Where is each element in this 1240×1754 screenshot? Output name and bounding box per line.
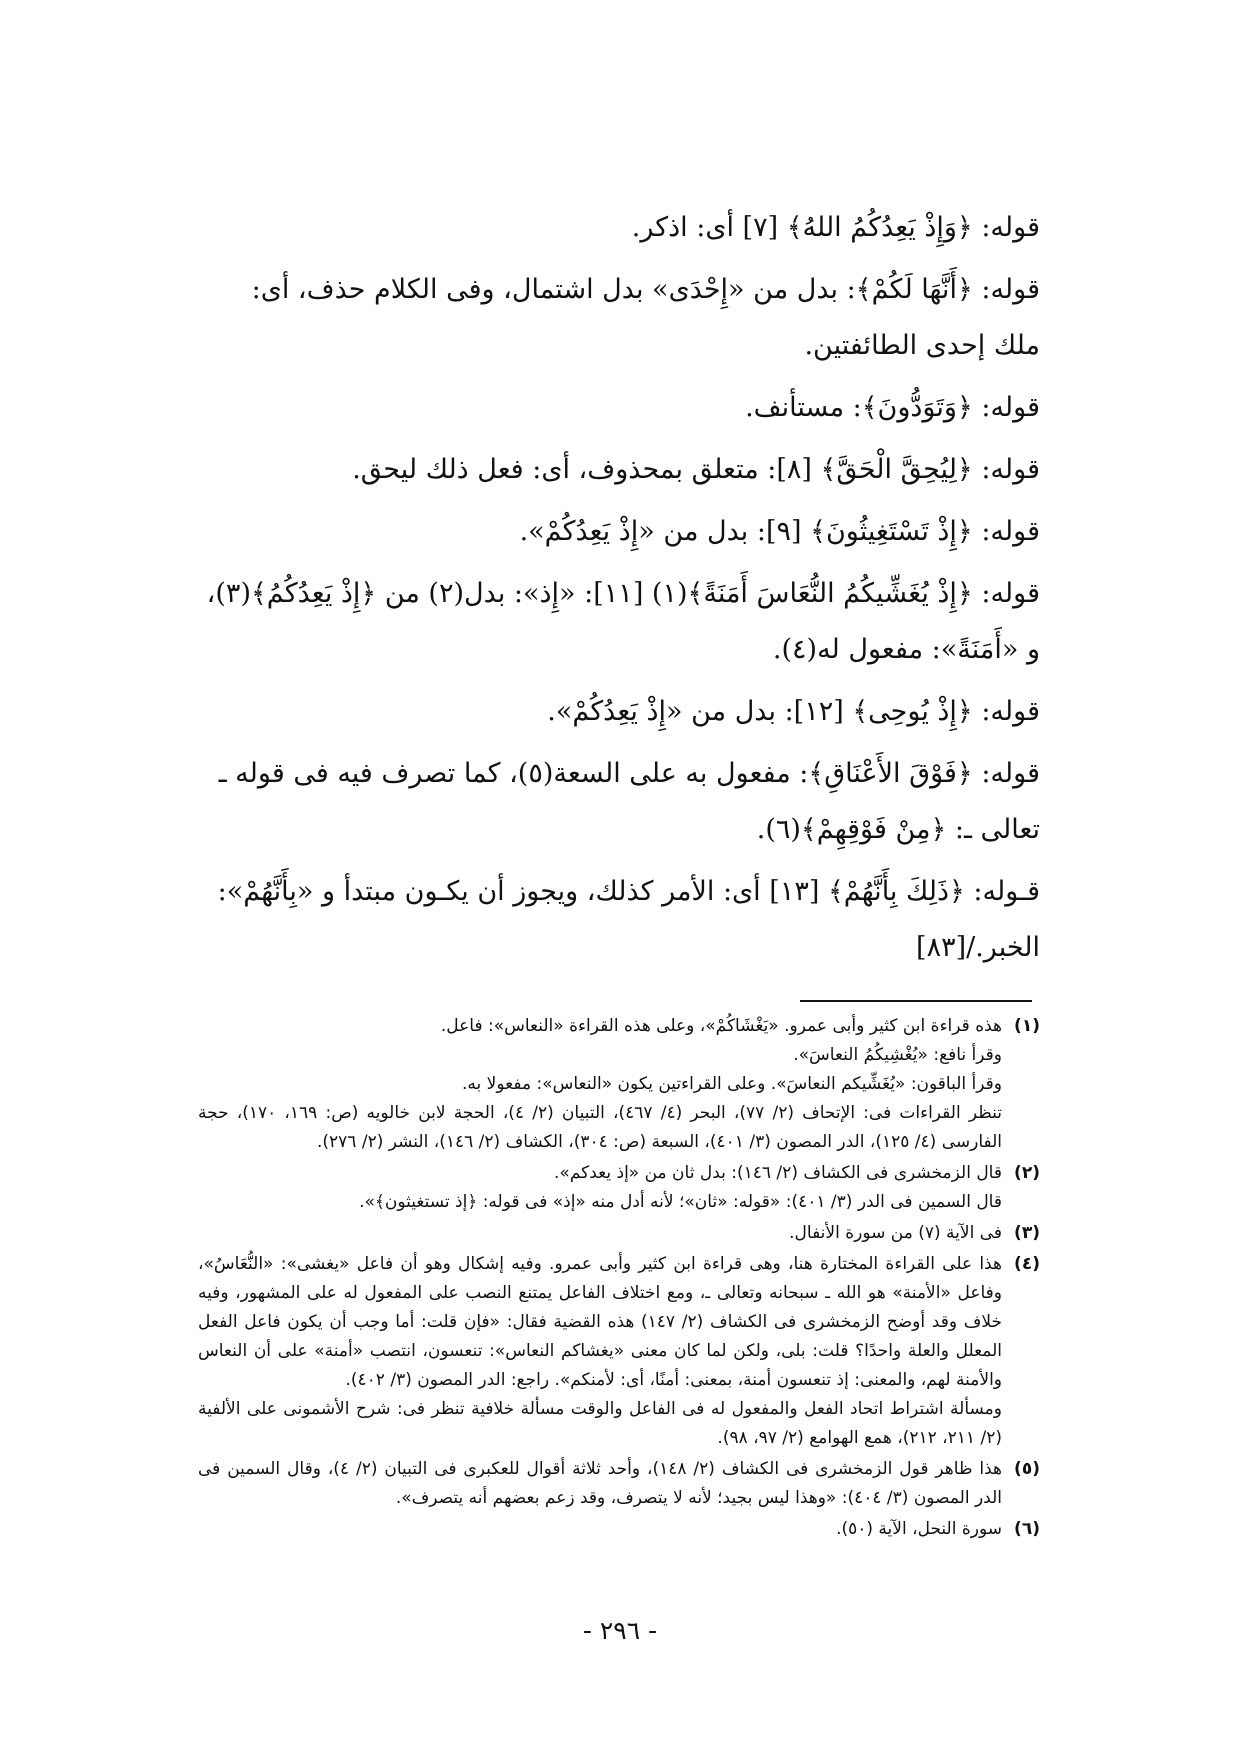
footnote-number: (١) bbox=[1014, 1016, 1040, 1036]
footnote-line: قال السمين فى الدر (٣/ ٤٠١): «قوله: «ثان»؛ لأنه أدل منه «إذ» فى قوله: ﴿إذ تستغيثون﴾». bbox=[359, 1192, 1002, 1212]
paragraph: قوله: ﴿إِذْ يُغَشِّيكُمُ النُّعَاسَ أَمَنَةً﴾(١) [١١]: «إِذ»: بدل(٢) من ﴿إِذْ يَعِدُكُمُ﴾(٣)، و «أَمَنَةً»: مفعول له(٤). bbox=[206, 578, 1040, 665]
footnote-number: (٢) bbox=[1014, 1163, 1040, 1183]
footnote-line: هذا ظاهر قول الزمخشرى فى الكشاف (٢/ ١٤٨)، وأحد ثلاثة أقوال للعكبرى فى التبيان (٢/ ٤)، وقال السمين فى الدر المصون (٣/ ٤٠٤): «وهذا ليس بجيد؛ لأنه لا يتصرف، وقد زعم بعضهم أنه يتصرف». bbox=[198, 1459, 1002, 1508]
page-number: - ٢٩٦ - bbox=[582, 1616, 658, 1645]
footnote-line: وقرأ الباقون: «يُغَشِّيكم النعاسَ». وعلى القراءتين يكون «النعاس»: مفعولا به. bbox=[462, 1074, 1002, 1094]
footnote-number: (٣) bbox=[1014, 1223, 1040, 1243]
footnote-divider bbox=[800, 1000, 1032, 1002]
paragraph: قوله: ﴿وَتَوَدُّونَ﴾: مستأنف. bbox=[745, 392, 1040, 423]
footnote bbox=[198, 1012, 1040, 1157]
footnote-line: قال الزمخشرى فى الكشاف (٢/ ١٤٦): بدل ثان من «إذ يعدكم». bbox=[554, 1163, 1002, 1183]
footnote bbox=[198, 1159, 1040, 1217]
paragraph: قـوله: ﴿ذَلِكَ بِأَنَّهُمْ﴾ [١٣] أى: الأمر كذلك، ويجوز أن يكـون مبتدأ و «بِأَنَّهُمْ»: الخبر./[٨٣] bbox=[217, 876, 1040, 963]
footnote bbox=[198, 1250, 1040, 1453]
paragraph: قوله: ﴿أَنَّهَا لَكُمْ﴾: بدل من «إِحْدَى» بدل اشتمال، وفى الكلام حذف، أى: ملك إحدى الطائفتين. bbox=[251, 274, 1040, 361]
footnote bbox=[198, 1515, 1040, 1544]
paragraph: قوله: ﴿فَوْقَ الأَعْنَاقِ﴾: مفعول به على السعة(٥)، كما تصرف فيه فى قوله ـ تعالى ـ: ﴿مِنْ فَوْقِهِمْ﴾(٦). bbox=[218, 758, 1040, 845]
footnote-line: هذه قراءة ابن كثير وأبى عمرو. «يَغْشَاكُمْ»، وعلى هذه القراءة «النعاس»: فاعل. bbox=[440, 1016, 1002, 1036]
footnote-line: ومسألة اشتراط اتحاد الفعل والمفعول له فى الفاعل والوقت مسألة خلافية تنظر فى: شرح الأشمونى على الألفية (٢/ ٢١١، ٢١٢)، همع الهوامع (٢/ ٩٧، ٩٨). bbox=[198, 1399, 1002, 1448]
footnote-number: (٤) bbox=[1014, 1254, 1040, 1274]
paragraph: قوله: ﴿لِيُحِقَّ الْحَقَّ﴾ [٨]: متعلق بمحذوف، أى: فعل ذلك ليحق. bbox=[352, 454, 1040, 485]
main-text bbox=[200, 200, 1040, 982]
paragraph: قوله: ﴿إِذْ يُوحِى﴾ [١٢]: بدل من «إِذْ يَعِدُكُمْ». bbox=[547, 696, 1040, 727]
footnote-line: وقرأ نافع: «يُغْشِيكُمُ النعاسَ». bbox=[793, 1045, 1002, 1065]
footnote-line: فى الآية (٧) من سورة الأنفال. bbox=[789, 1223, 1002, 1243]
footnote-number: (٥) bbox=[1014, 1459, 1040, 1479]
paragraph: قوله: ﴿إِذْ تَسْتَغِيثُونَ﴾ [٩]: بدل من «إِذْ يَعِدُكُمْ». bbox=[519, 516, 1040, 547]
footnotes bbox=[198, 1012, 1040, 1546]
footnote-line: هذا على القراءة المختارة هنا، وهى قراءة ابن كثير وأبى عمرو. وفيه إشكال وهو أن فاعل «يغشى»: «النُّعَاسُ»، وفاعل «الأمنة» هو الله ـ سبحانه وتعالى ـ، ومع اختلاف الفاعل يمتنع النصب على المفعول له على المشهور، وفيه خلاف وقد أوضح الزمخشرى فى الكشاف (٢/ ١٤٧) هذه القضية فقال: «فإن قلت: أما وجب أن يكون فاعل الفعل المعلل والعلة واحدًا؟ قلت: بلى، ولكن لما كان معنى «يغشاكم النعاس»: تنعسون، انتصب «أمنة» على أن النعاس والأمنة لهم، والمعنى: إذ تنعسون أمنة، بمعنى: أمنًا، أى: لأمنكم». راجع: الدر المصون (٣/ ٤٠٢). bbox=[198, 1254, 1003, 1390]
footnote bbox=[198, 1219, 1040, 1248]
footnote-line: تنظر القراءات فى: الإتحاف (٢/ ٧٧)، البحر (٤/ ٤٦٧)، التبيان (٢/ ٤)، الحجة لابن خالويه (ص: ١٦٩، ١٧٠)، حجة الفارسى (٤/ ١٢٥)، الدر المصون (٣/ ٤٠١)، السبعة (ص: ٣٠٤)، الكشاف (٢/ ١٤٦)، النشر (٢/ ٢٧٦). bbox=[198, 1103, 1003, 1152]
footnote bbox=[198, 1455, 1040, 1513]
footnote-line: سورة النحل، الآية (٥٠). bbox=[836, 1519, 1002, 1539]
footnote-number: (٦) bbox=[1014, 1519, 1040, 1539]
paragraph: قوله: ﴿وَإِذْ يَعِدُكُمُ اللهُ﴾ [٧] أى: اذكر. bbox=[631, 212, 1040, 243]
